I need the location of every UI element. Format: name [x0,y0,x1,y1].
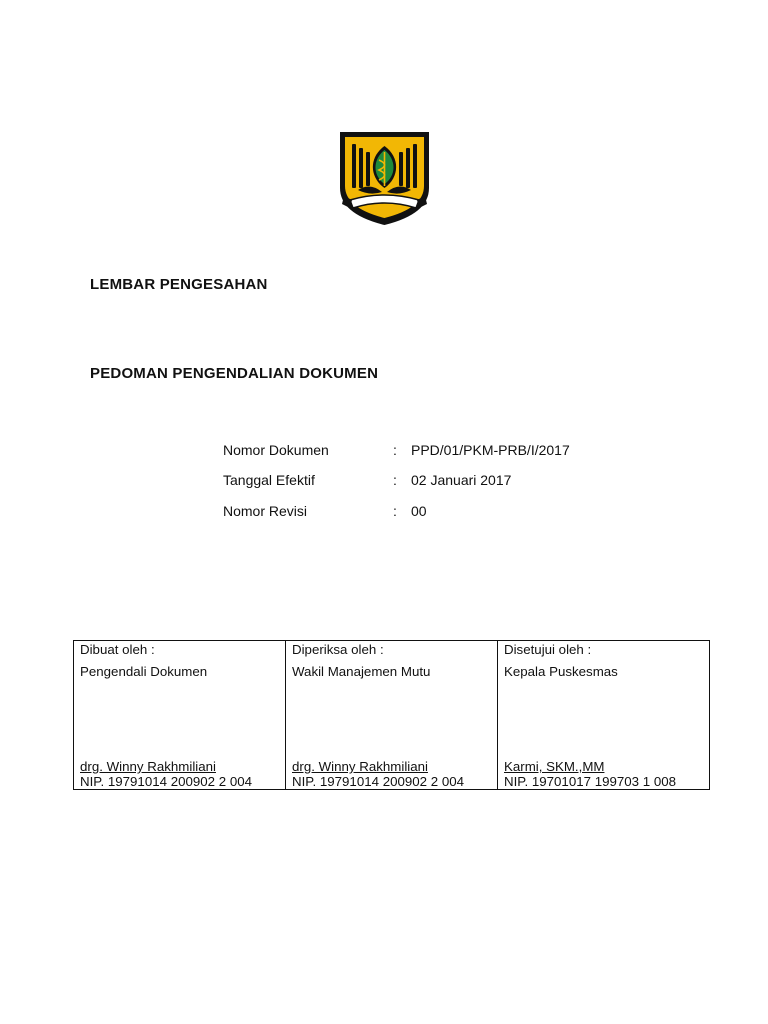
approval-unit: Wakil Manajemen Mutu [292,664,431,679]
approval-unit: Pengendali Dokumen [80,664,208,679]
approval-cell-reviewed [286,641,498,790]
meta-colon: : [393,442,397,458]
meta-colon: : [393,472,397,488]
meta-value: PPD/01/PKM-PRB/I/2017 [411,442,570,458]
approval-table [73,640,710,790]
meta-label: Tanggal Efektif [223,472,315,488]
approval-cell-approved [498,641,710,790]
meta-label: Nomor Revisi [223,503,308,519]
approval-cell-prepared [74,641,286,790]
signatory-nip: NIP. 19791014 200902 2 004 [292,774,465,789]
meta-label: Nomor Dokumen [223,442,329,458]
page-title: LEMBAR PENGESAHAN [90,276,268,293]
approval-role: Dibuat oleh : [80,642,155,657]
signatory-nip: NIP. 19791014 200902 2 004 [80,774,253,789]
approval-unit: Kepala Puskesmas [504,664,618,679]
signatory-name: drg. Winny Rakhmiliani [80,759,216,774]
meta-value: 02 Januari 2017 [411,472,512,488]
meta-value: 00 [411,503,427,519]
signatory-name: drg. Winny Rakhmiliani [292,759,428,774]
regency-emblem-logo [338,130,431,226]
signatory-nip: NIP. 19701017 199703 1 008 [504,774,677,789]
meta-colon: : [393,503,397,519]
signatory-name: Karmi, SKM.,MM [504,759,605,774]
document-title: PEDOMAN PENGENDALIAN DOKUMEN [90,365,379,382]
approval-row [74,641,710,790]
approval-role: Diperiksa oleh : [292,642,384,657]
approval-role: Disetujui oleh : [504,642,592,657]
